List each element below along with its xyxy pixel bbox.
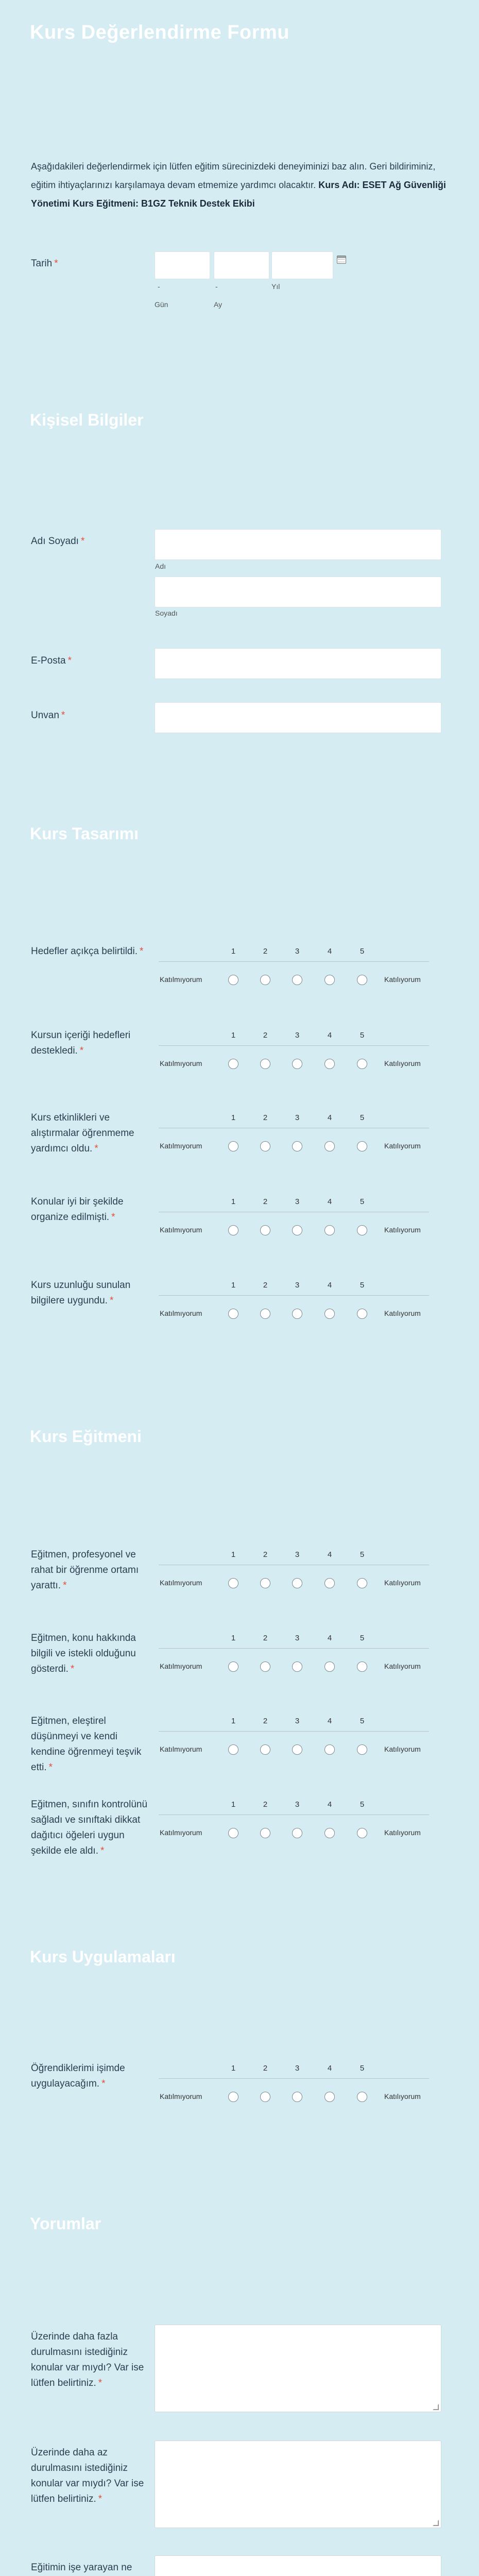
form-intro: [31, 157, 448, 213]
section-comments-title: Yorumlar: [30, 2214, 101, 2233]
scale-left-anchor: Katılmıyorum: [160, 975, 202, 984]
scale-number: 2: [263, 1800, 268, 1809]
scale-number: 4: [327, 947, 332, 956]
last-name-sublabel: Soyadı: [155, 609, 178, 617]
rating-radio[interactable]: [260, 1828, 270, 1838]
scale-number: 1: [231, 1197, 236, 1206]
rating-radio[interactable]: [324, 1059, 335, 1069]
calendar-icon[interactable]: [337, 256, 346, 264]
scale-number: 3: [295, 1550, 300, 1559]
required-mark: *: [109, 1295, 114, 1306]
scale-number: 5: [360, 1031, 365, 1040]
rating-radio[interactable]: [260, 1744, 270, 1755]
scale-number: 5: [360, 947, 365, 956]
name-label: [31, 534, 84, 549]
scale-number: 1: [231, 947, 236, 956]
date-sub-day: Gün: [155, 300, 168, 309]
scale-right-anchor: Katılıyorum: [384, 1059, 421, 1067]
scale-number: 5: [360, 1800, 365, 1809]
rating-question-text: Eğitmen, sınıfın kontrolünü sağladı ve sınıftaki dikkat dağıtıcı öğeleri uygun şekilde ele aldı.: [31, 1799, 148, 1856]
rating-radio[interactable]: [228, 975, 238, 985]
rating-question-text: Hedefler açıkça belirtildi.: [31, 946, 138, 957]
intro-course-info: Kurs Adı: ESET Ağ Güvenliği Yönetimi Kurs Eğitmeni: B1GZ Teknik Destek Ekibi: [31, 180, 446, 209]
rating-radio[interactable]: [357, 1141, 367, 1151]
resize-handle-icon[interactable]: [433, 2520, 439, 2526]
date-year-input[interactable]: [271, 251, 333, 279]
rating-question-text: Konular iyi bir şekilde organize edilmişti.: [31, 1196, 124, 1223]
comment-question-text: Üzerinde daha fazla durulmasını istediğiniz konular var mıydı? Var ise lütfen belirtiniz.: [31, 2331, 144, 2388]
rating-question-label: [31, 1631, 149, 1677]
rating-radio[interactable]: [324, 2092, 335, 2102]
required-mark: *: [61, 710, 65, 721]
position-label-text: Unvan: [31, 710, 59, 721]
resize-handle-icon[interactable]: [433, 2404, 439, 2410]
rating-question-label: [31, 1028, 149, 1059]
scale-number: 5: [360, 1113, 365, 1122]
required-mark: *: [80, 536, 85, 547]
scale-number: 5: [360, 1550, 365, 1559]
scale-number: 4: [327, 1281, 332, 1290]
scale-number: 1: [231, 1717, 236, 1725]
rating-radio[interactable]: [292, 975, 302, 985]
date-label-text: Tarih: [31, 258, 53, 269]
rating-radio[interactable]: [357, 2092, 367, 2102]
rating-question-label: [31, 1797, 149, 1859]
rating-question-text: Kursun içeriği hedefleri destekledi.: [31, 1030, 131, 1056]
scale-number: 3: [295, 1634, 300, 1642]
scale-left-anchor: Katılmıyorum: [160, 1828, 202, 1837]
rating-question-label: [31, 1110, 149, 1157]
last-name-input[interactable]: [155, 577, 441, 607]
rating-radio[interactable]: [292, 1578, 302, 1588]
scale-right-anchor: Katılıyorum: [384, 1828, 421, 1837]
first-name-sublabel: Adı: [155, 562, 166, 570]
date-day-input[interactable]: [155, 251, 210, 279]
rating-question-label: [31, 1714, 149, 1775]
scale-number: 4: [327, 1031, 332, 1040]
date-separator-1: -: [158, 282, 160, 291]
required-mark: *: [98, 2494, 102, 2504]
email-label: [31, 653, 72, 669]
scale-number: 2: [263, 1197, 268, 1206]
rating-radio[interactable]: [228, 1059, 238, 1069]
required-mark: *: [67, 655, 72, 666]
rating-question-text: Eğitmen, eleştirel düşünmeyi ve kendi kendine öğrenmeyi teşvik etti.: [31, 1716, 142, 1773]
section-personal-title: Kişisel Bilgiler: [30, 411, 144, 429]
scale-number: 2: [263, 1281, 268, 1290]
scale-number: 2: [263, 1717, 268, 1725]
rating-radio[interactable]: [260, 1309, 270, 1319]
required-mark: *: [101, 2078, 106, 2089]
rating-radio[interactable]: [292, 1059, 302, 1069]
rating-radio[interactable]: [228, 1662, 238, 1672]
scale-number: 5: [360, 1717, 365, 1725]
rating-radio[interactable]: [324, 1225, 335, 1235]
scale-number: 5: [360, 2064, 365, 2073]
section-training-title: Kurs Eğitmeni: [30, 1427, 142, 1446]
scale-right-anchor: Katılıyorum: [384, 1226, 421, 1234]
rating-radio[interactable]: [292, 1309, 302, 1319]
rating-radio[interactable]: [292, 1828, 302, 1838]
scale-right-anchor: Katılıyorum: [384, 1309, 421, 1317]
scale-divider: [159, 2078, 429, 2079]
section-applications-title: Kurs Uygulamaları: [30, 1947, 176, 1966]
rating-question-text: Eğitmen, profesyonel ve rahat bir öğrenme ortamı yarattı.: [31, 1549, 139, 1591]
scale-number: 1: [231, 1800, 236, 1809]
date-separator-2: -: [215, 282, 218, 291]
scale-number: 1: [231, 2064, 236, 2073]
scale-divider: [159, 961, 429, 962]
scale-number: 2: [263, 947, 268, 956]
rating-radio[interactable]: [260, 1662, 270, 1672]
comment-question-label: [31, 2329, 152, 2391]
rating-radio[interactable]: [260, 1225, 270, 1235]
rating-radio[interactable]: [292, 1744, 302, 1755]
scale-left-anchor: Katılmıyorum: [160, 1226, 202, 1234]
scale-number: 2: [263, 1634, 268, 1642]
required-mark: *: [48, 1762, 53, 1773]
rating-radio[interactable]: [228, 1744, 238, 1755]
comment-textarea[interactable]: [155, 2325, 441, 2412]
required-mark: *: [54, 258, 58, 269]
rating-radio[interactable]: [324, 1309, 335, 1319]
scale-left-anchor: Katılmıyorum: [160, 1309, 202, 1317]
rating-radio[interactable]: [228, 1828, 238, 1838]
intro-text: Aşağıdakileri değerlendirmek için lütfen eğitim sürecinizdeki deneyiminizi baz alın. Geri bildiriminiz, eğitim ihtiyaçlarınızı karşılamaya devam etmemize yardımcı olacaktır.: [31, 161, 436, 190]
rating-radio[interactable]: [324, 1828, 335, 1838]
scale-number: 4: [327, 1113, 332, 1122]
comment-question-label: [31, 2560, 152, 2576]
scale-number: 3: [295, 1281, 300, 1290]
scale-number: 3: [295, 1031, 300, 1040]
rating-radio[interactable]: [292, 2092, 302, 2102]
scale-right-anchor: Katılıyorum: [384, 2092, 421, 2100]
required-mark: *: [94, 1143, 98, 1154]
form-title: Kurs Değerlendirme Formu: [30, 22, 289, 43]
scale-number: 1: [231, 1113, 236, 1122]
rating-radio[interactable]: [357, 1225, 367, 1235]
rating-radio[interactable]: [228, 2092, 238, 2102]
scale-number: 5: [360, 1634, 365, 1642]
required-mark: *: [111, 1212, 115, 1223]
date-label: [31, 256, 58, 272]
scale-number: 4: [327, 1717, 332, 1725]
scale-number: 4: [327, 1197, 332, 1206]
scale-divider: [159, 1648, 429, 1649]
scale-number: 2: [263, 1031, 268, 1040]
required-mark: *: [100, 1845, 105, 1856]
scale-right-anchor: Katılıyorum: [384, 1662, 421, 1670]
rating-radio[interactable]: [324, 1662, 335, 1672]
rating-radio[interactable]: [260, 975, 270, 985]
scale-number: 4: [327, 1550, 332, 1559]
rating-radio[interactable]: [228, 1141, 238, 1151]
rating-radio[interactable]: [260, 1059, 270, 1069]
scale-left-anchor: Katılmıyorum: [160, 1745, 202, 1753]
rating-question-text: Kurs etkinlikleri ve alıştırmalar öğrenmeme yardımcı oldu.: [31, 1112, 134, 1154]
rating-radio[interactable]: [292, 1225, 302, 1235]
rating-radio[interactable]: [357, 1059, 367, 1069]
rating-radio[interactable]: [324, 1141, 335, 1151]
first-name-input[interactable]: [155, 529, 441, 560]
rating-question-label: [31, 1278, 149, 1309]
date-sub-month: Ay: [214, 300, 223, 309]
rating-radio[interactable]: [260, 1141, 270, 1151]
email-input[interactable]: [155, 648, 441, 679]
rating-question-text: Eğitmen, konu hakkında bilgili ve istekli olduğunu gösterdi.: [31, 1633, 136, 1674]
position-label: [31, 708, 65, 723]
scale-number: 5: [360, 1197, 365, 1206]
comment-question-label: [31, 2445, 152, 2507]
scale-number: 2: [263, 1550, 268, 1559]
rating-radio[interactable]: [292, 1662, 302, 1672]
rating-radio[interactable]: [357, 1309, 367, 1319]
scale-number: 2: [263, 2064, 268, 2073]
rating-radio[interactable]: [357, 1578, 367, 1588]
scale-number: 4: [327, 2064, 332, 2073]
scale-number: 1: [231, 1281, 236, 1290]
rating-question-label: [31, 1194, 149, 1225]
rating-radio[interactable]: [260, 2092, 270, 2102]
rating-question-label: [31, 944, 149, 959]
scale-number: 5: [360, 1281, 365, 1290]
section-design-title: Kurs Tasarımı: [30, 824, 139, 843]
date-month-input[interactable]: [214, 251, 269, 279]
scale-left-anchor: Katılmıyorum: [160, 1059, 202, 1067]
name-label-text: Adı Soyadı: [31, 536, 79, 547]
scale-number: 2: [263, 1113, 268, 1122]
scale-number: 1: [231, 1550, 236, 1559]
scale-right-anchor: Katılıyorum: [384, 1579, 421, 1587]
scale-number: 1: [231, 1634, 236, 1642]
scale-number: 3: [295, 1800, 300, 1809]
rating-radio[interactable]: [260, 1578, 270, 1588]
scale-number: 3: [295, 1113, 300, 1122]
comment-textarea[interactable]: [155, 2441, 441, 2528]
date-sub-year: Yıl: [271, 282, 280, 291]
rating-radio[interactable]: [228, 1578, 238, 1588]
scale-right-anchor: Katılıyorum: [384, 1142, 421, 1150]
comment-question-text: Eğitimin işe yarayan ne: [31, 2562, 132, 2573]
rating-radio[interactable]: [324, 1578, 335, 1588]
scale-left-anchor: Katılmıyorum: [160, 1142, 202, 1150]
comment-textarea[interactable]: [155, 2555, 441, 2576]
rating-radio[interactable]: [357, 1744, 367, 1755]
scale-number: 3: [295, 947, 300, 956]
rating-question-text: Kurs uzunluğu sunulan bilgilere uygundu.: [31, 1280, 131, 1306]
rating-question-label: [31, 2061, 149, 2092]
rating-radio[interactable]: [357, 975, 367, 985]
scale-right-anchor: Katılıyorum: [384, 1745, 421, 1753]
rating-radio[interactable]: [324, 975, 335, 985]
scale-left-anchor: Katılmıyorum: [160, 2092, 202, 2100]
scale-number: 4: [327, 1634, 332, 1642]
scale-divider: [159, 1045, 429, 1046]
scale-divider: [159, 1731, 429, 1732]
scale-number: 3: [295, 1717, 300, 1725]
required-mark: *: [139, 946, 144, 957]
scale-number: 3: [295, 2064, 300, 2073]
rating-radio[interactable]: [357, 1828, 367, 1838]
scale-number: 1: [231, 1031, 236, 1040]
required-mark: *: [63, 1580, 67, 1591]
rating-question-text: Öğrendiklerimi işimde uygulayacağım.: [31, 2063, 125, 2089]
rating-question-label: [31, 1547, 149, 1594]
rating-radio[interactable]: [357, 1662, 367, 1672]
scale-left-anchor: Katılmıyorum: [160, 1579, 202, 1587]
position-input[interactable]: [155, 702, 441, 733]
scale-divider: [159, 1295, 429, 1296]
rating-radio[interactable]: [228, 1225, 238, 1235]
required-mark: *: [70, 1664, 75, 1674]
scale-right-anchor: Katılıyorum: [384, 975, 421, 984]
email-label-text: E-Posta: [31, 655, 66, 666]
rating-radio[interactable]: [324, 1744, 335, 1755]
required-mark: *: [98, 2378, 102, 2388]
rating-radio[interactable]: [292, 1141, 302, 1151]
scale-number: 4: [327, 1800, 332, 1809]
rating-radio[interactable]: [228, 1309, 238, 1319]
scale-number: 3: [295, 1197, 300, 1206]
scale-left-anchor: Katılmıyorum: [160, 1662, 202, 1670]
required-mark: *: [79, 1045, 84, 1056]
comment-question-text: Üzerinde daha az durulmasını istediğiniz konular var mıydı? Var ise lütfen belirtiniz.: [31, 2447, 144, 2504]
